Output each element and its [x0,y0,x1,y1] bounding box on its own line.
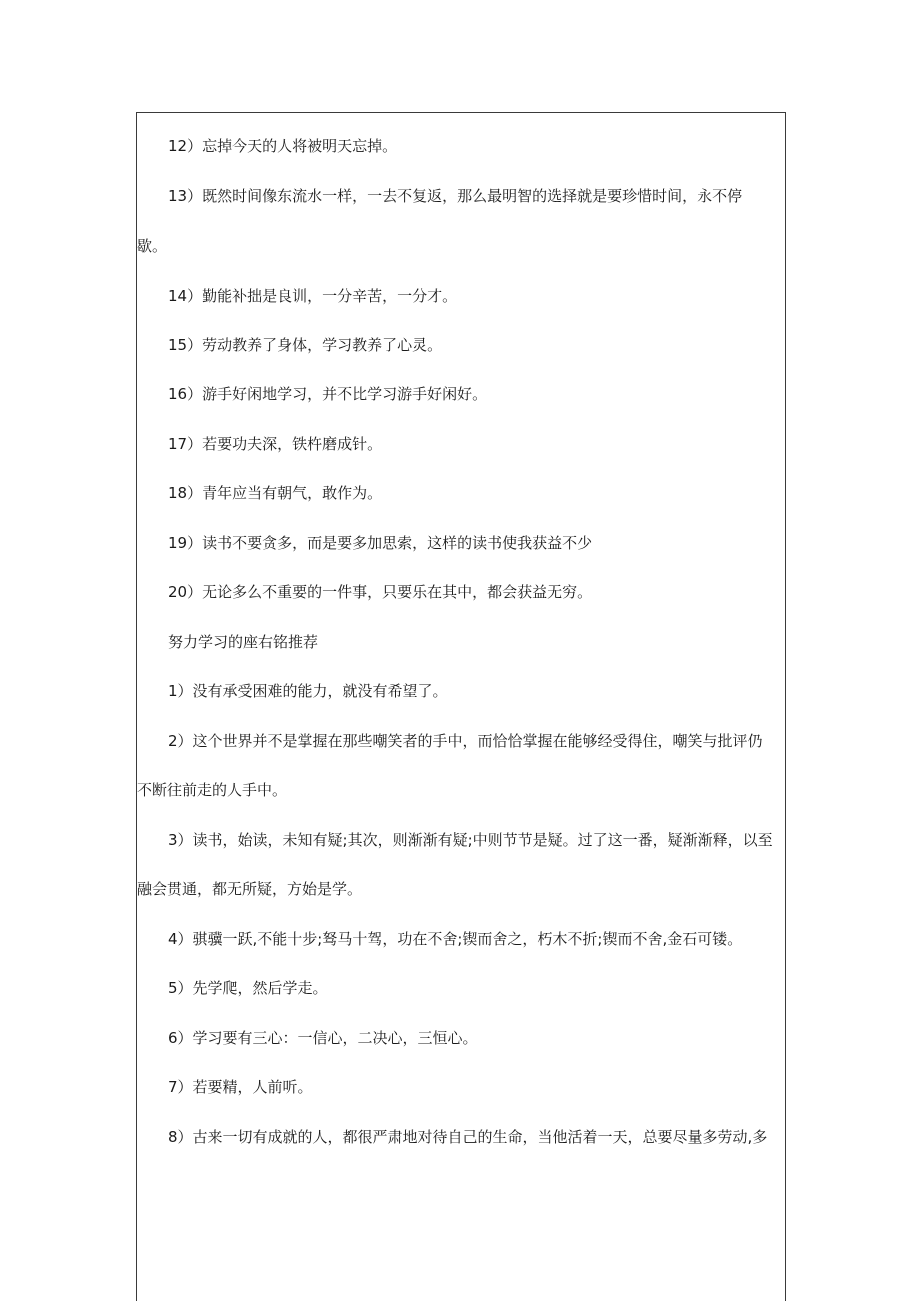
recommend-line-3-cont: 融会贯通，都无所疑，方始是学。 [137,880,363,898]
motto-line-13-cont: 歇。 [137,237,168,255]
motto-line-12: 12）忘掉今天的人将被明天忘掉。 [168,137,398,155]
recommend-line-7: 7）若要精，人前听。 [168,1078,313,1096]
recommend-line-2-cont: 不断往前走的人手中。 [137,781,288,799]
recommend-line-1: 1）没有承受困难的能力，就没有希望了。 [168,682,448,700]
section-heading: 努力学习的座右铭推荐 [168,633,319,651]
motto-line-19: 19）读书不要贪多，而是要多加思索，这样的读书使我获益不少 [168,534,593,552]
recommend-line-6: 6）学习要有三心：一信心，二决心，三恒心。 [168,1029,478,1047]
recommend-line-5: 5）先学爬，然后学走。 [168,979,328,997]
recommend-line-4: 4）骐骥一跃,不能十步;驽马十驾，功在不舍;锲而舍之，朽木不折;锲而不舍,金石可镂。 [168,930,743,948]
motto-line-16: 16）游手好闲地学习，并不比学习游手好闲好。 [168,385,488,403]
motto-line-18: 18）青年应当有朝气，敢作为。 [168,484,383,502]
motto-line-13: 13）既然时间像东流水一样，一去不复返，那么最明智的选择就是要珍惜时间，永不停 [168,187,743,205]
motto-line-14: 14）勤能补拙是良训，一分辛苦，一分才。 [168,287,458,305]
recommend-line-2: 2）这个世界并不是掌握在那些嘲笑者的手中，而恰恰掌握在能够经受得住，嘲笑与批评仍 [168,732,763,750]
recommend-line-8: 8）古来一切有成就的人，都很严肃地对待自己的生命，当他活着一天，总要尽量多劳动,多 [168,1128,768,1146]
motto-line-15: 15）劳动教养了身体，学习教养了心灵。 [168,336,443,354]
recommend-line-3: 3）读书，始读，未知有疑;其次，则渐渐有疑;中则节节是疑。过了这一番，疑渐渐释，以至 [168,831,773,849]
motto-line-17: 17）若要功夫深，铁杵磨成针。 [168,435,383,453]
motto-line-20: 20）无论多么不重要的一件事，只要乐在其中，都会获益无穷。 [168,583,593,601]
